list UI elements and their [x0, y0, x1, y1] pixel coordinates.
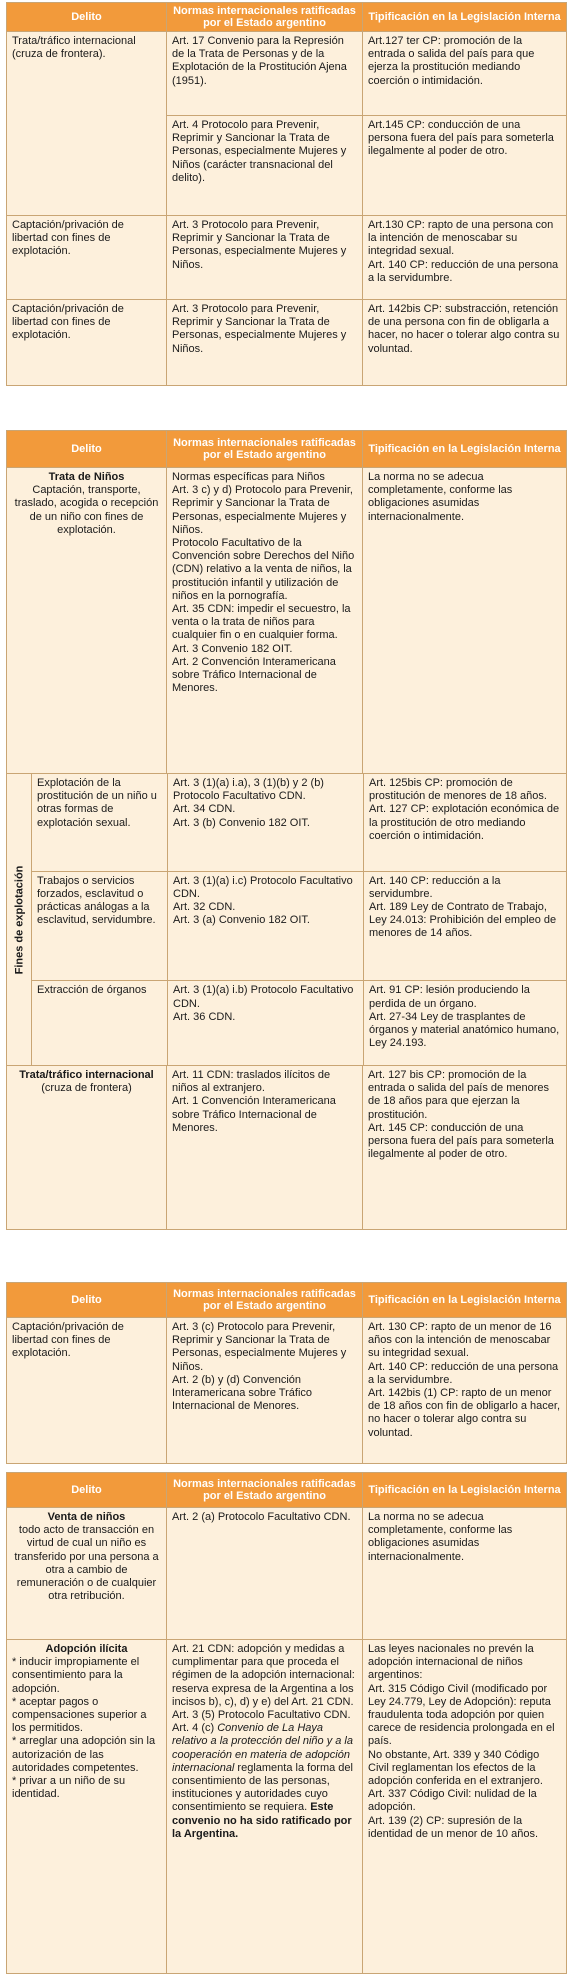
header-tipificacion: Tipificación en la Legislación Interna: [368, 1484, 561, 1496]
table-header: [7, 1283, 566, 1318]
delito-cell: Captación/privación de libertad con fines de explotación.: [7, 216, 167, 299]
table-row: [7, 1508, 566, 1640]
norma-cell: Art. 21 CDN: adopción y medidas a cumplimentar para que proceda el régimen de la adopción internacional: reserva expresa de la Argentina a los incisos b), c), d) y e) del Art. 21 CDN. Art. 3 (5) Protocolo Facultativo CDN. Art. 4 (c) Convenio de La Haya relativo a la protección del niño y a la cooperación en materia de adopción internacional reglamenta la forma del consentimiento de las personas, instituciones y autoridades cuyo consentimiento se requiera. Este convenio no ha sido ratificado por la Argentina.: [167, 1640, 363, 1974]
table-row: [7, 216, 566, 300]
header-tipificacion: Tipificación en la Legislación Interna: [368, 11, 561, 23]
delito-cell: Trata/tráfico internacional (cruza de frontera): [7, 1066, 167, 1230]
header-normas: Normas internacionales ratificadas por el Estado argentino: [167, 1283, 363, 1317]
table-row: [7, 300, 566, 386]
delito-cell: Trata de Niños Captación, transporte, traslado, acogida o recepción de un niño con fines de explotación.: [7, 468, 167, 773]
delito-cell: Trabajos o servicios forzados, esclavitud o prácticas análogas a la esclavitud, servidumbre.: [32, 872, 168, 981]
tipificacion-cell: Art. 140 CP: reducción a la servidumbre. Art. 189 Ley de Contrato de Trabajo, Ley 24.013: Prohibición del empleo de menores de 14 años.: [369, 874, 557, 940]
tipificacion-cell: Las leyes nacionales no prevén la adopción internacional de niños argentinos: Art. 315 Código Civil (modificado por Ley 24.779, Ley de Adopción): reputa fraudulenta toda adopción por quien carece de residencia prolongada en el país. No obstante, Art. 339 y 340 Código Civil reglamentan los efectos de la adopción conferida en el extranjero. Art. 337 Código Civil: nulidad de la adopción. Art. 139 (2) CP: supresión de la identidad de un menor de 10 años.: [368, 1643, 555, 1840]
header-normas: Normas internacionales ratificadas por el Estado argentino: [167, 1473, 363, 1507]
header-normas: Normas internacionales ratificadas por el Estado argentino: [167, 431, 363, 467]
norma-cell: Art. 3 (1)(a) i.c) Protocolo Facultativo CDN. Art. 32 CDN. Art. 3 (a) Convenio 182 OIT.: [168, 872, 364, 981]
delito-cell: Adopción ilícita * inducir impropiamente el consentimiento para la adopción. * aceptar pagos o compensaciones superior a los permitidos. * arreglar una adopción sin la autorización de las autoridades competentes. * privar a un niño de su identidad.: [7, 1640, 167, 1974]
table-row: [32, 774, 567, 872]
norma-cell: Art. 3 (1)(a) i.a), 3 (1)(b) y 2 (b) Protocolo Facultativo CDN. Art. 34 CDN. Art. 3 (b) Convenio 182 OIT.: [168, 774, 364, 871]
table-row: [7, 1318, 566, 1464]
tipificacion-cell: La norma no se adecua completamente, conforme las obligaciones asumidas internacionalmente.: [368, 471, 513, 523]
delito-cell: Captación/privación de libertad con fines de explotación.: [7, 300, 167, 386]
tipificacion-cell: Art.127 ter CP: promoción de la entrada o salida del país para que ejerza la prostitución mediando coerción o intimidación.: [368, 35, 535, 87]
table-trata-ninos: [6, 430, 567, 1230]
delito-cell: Extracción de órganos: [32, 981, 168, 1065]
tipificacion-cell: La norma no se adecua completamente, conforme las obligaciones asumidas internacionalmente.: [368, 1511, 513, 1563]
table-row: [7, 32, 566, 216]
table-row: [7, 774, 566, 1066]
header-normas: Normas internacionales ratificadas por el Estado argentino: [167, 3, 363, 31]
norma-cell: Art. 3 (c) Protocolo para Prevenir, Reprimir y Sancionar la Trata de Personas, especialmente Mujeres y Niños. Art. 2 (b) y (d) Convención Interamericana sobre Tráfico Internacional de Menores.: [167, 1318, 363, 1464]
table-header: [7, 431, 566, 468]
tipificacion-cell: Art. 91 CP: lesión produciendo la perdida de un órgano. Art. 27-34 Ley de trasplantes de órganos y material anatómico humano, Ley 24.193.: [369, 984, 560, 1050]
tipificacion-cell: Art. 125bis CP: promoción de prostitución de menores de 18 años. Art. 127 CP: explotación económica de la prostitución de otro mediando coerción o intimidación.: [369, 777, 560, 842]
norma-cell: Art. 3 (1)(a) i.b) Protocolo Facultativo CDN. Art. 36 CDN.: [168, 981, 364, 1065]
table-row: [32, 872, 567, 982]
norma-cell: Art. 2 (a) Protocolo Facultativo CDN.: [167, 1508, 363, 1639]
header-tipificacion: Tipificación en la Legislación Interna: [368, 443, 561, 455]
delito-cell: Explotación de la prostitución de un niño u otras formas de explotación sexual.: [32, 774, 168, 871]
norma-cell: Art. 17 Convenio para la Represión de la Trata de Personas y de la Explotación de la Prostitución Ajena (1951).: [167, 32, 363, 115]
fines-explotacion-label: Fines de explotación: [7, 774, 32, 1065]
tipificacion-cell: Art. 142bis CP: substracción, retención de una persona con fin de obligarla a hacer, no hacer o tolerar algo contra su voluntad.: [368, 303, 560, 355]
norma-cell: Normas específicas para Niños Art. 3 c) y d) Protocolo para Prevenir, Reprimir y Sancionar la Trata de Personas, especialmente Mujeres y Niños. Protocolo Facultativo de la Convención sobre Derechos del Niño (CDN) relativo a la venta de niños, la prostitución infantil y utilización de niños en la pornografía. Art. 35 CDN: impedir el secuestro, la venta o la trata de niños para cualquier fin o en cualquier forma. Art. 3 Convenio 182 OIT. Art. 2 Convención Interamericana sobre Tráfico Internacional de Menores.: [167, 468, 363, 773]
norma-cell: Art. 11 CDN: traslados ilícitos de niños al extranjero. Art. 1 Convención Interamericana sobre Tráfico Internacional de Menores.: [167, 1066, 363, 1230]
table-trata-personas: [6, 2, 567, 386]
table-row: [7, 1640, 566, 1974]
table-venta-adopcion: [6, 1472, 567, 1974]
table-header: [7, 3, 566, 32]
delito-cell: Venta de niños todo acto de transacción en virtud de cual un niño es transferido por una persona a otra a cambio de remuneración o de cualquier otra retribución.: [7, 1508, 167, 1639]
delito-cell: Trata/tráfico internacional (cruza de frontera).: [7, 32, 167, 215]
tipificacion-cell: Art. 127 bis CP: promoción de la entrada o salida del país de menores de 18 años para que ejerzan la prostitución. Art. 145 CP: conducción de una persona fuera del país para someterla ilegalmente al poder de otro.: [368, 1069, 554, 1161]
norma-cell: Art. 3 Protocolo para Prevenir, Reprimir y Sancionar la Trata de Personas, especialmente Mujeres y Niños.: [167, 300, 363, 386]
tipificacion-cell: Art.145 CP: conducción de una persona fuera del país para someterla ilegalmente al poder de otro.: [368, 119, 554, 158]
norma-cell: Art. 3 Protocolo para Prevenir, Reprimir y Sancionar la Trata de Personas, especialmente Mujeres y Niños.: [167, 216, 363, 299]
tipificacion-cell: Art.130 CP: rapto de una persona con la intención de menoscabar su integridad sexual. Art. 140 CP: reducción de una persona a la servidumbre.: [368, 219, 559, 284]
norma-cell: Art. 4 Protocolo para Prevenir, Reprimir y Sancionar la Trata de Personas, especialmente Mujeres y Niños (carácter transnacional del delito).: [167, 116, 363, 215]
header-delito: Delito: [7, 3, 167, 31]
table-captacion-ninos: [6, 1282, 567, 1464]
table-row: [7, 1066, 566, 1230]
table-header: [7, 1473, 566, 1508]
table-row: [7, 468, 566, 774]
header-delito: Delito: [7, 1473, 167, 1507]
table-row: [32, 981, 567, 1065]
delito-cell: Captación/privación de libertad con fines de explotación.: [7, 1318, 167, 1464]
header-delito: Delito: [7, 1283, 167, 1317]
header-delito: Delito: [7, 431, 167, 467]
tipificacion-cell: Art. 130 CP: rapto de un menor de 16 años con la intención de menoscabar su integridad sexual. Art. 140 CP: reducción de una persona a la servidumbre. Art. 142bis (1) CP: rapto de un menor de 18 años con fin de obligarlo a hacer, no hacer o tolerar algo contra su voluntad.: [368, 1321, 561, 1439]
header-tipificacion: Tipificación en la Legislación Interna: [368, 1294, 561, 1306]
